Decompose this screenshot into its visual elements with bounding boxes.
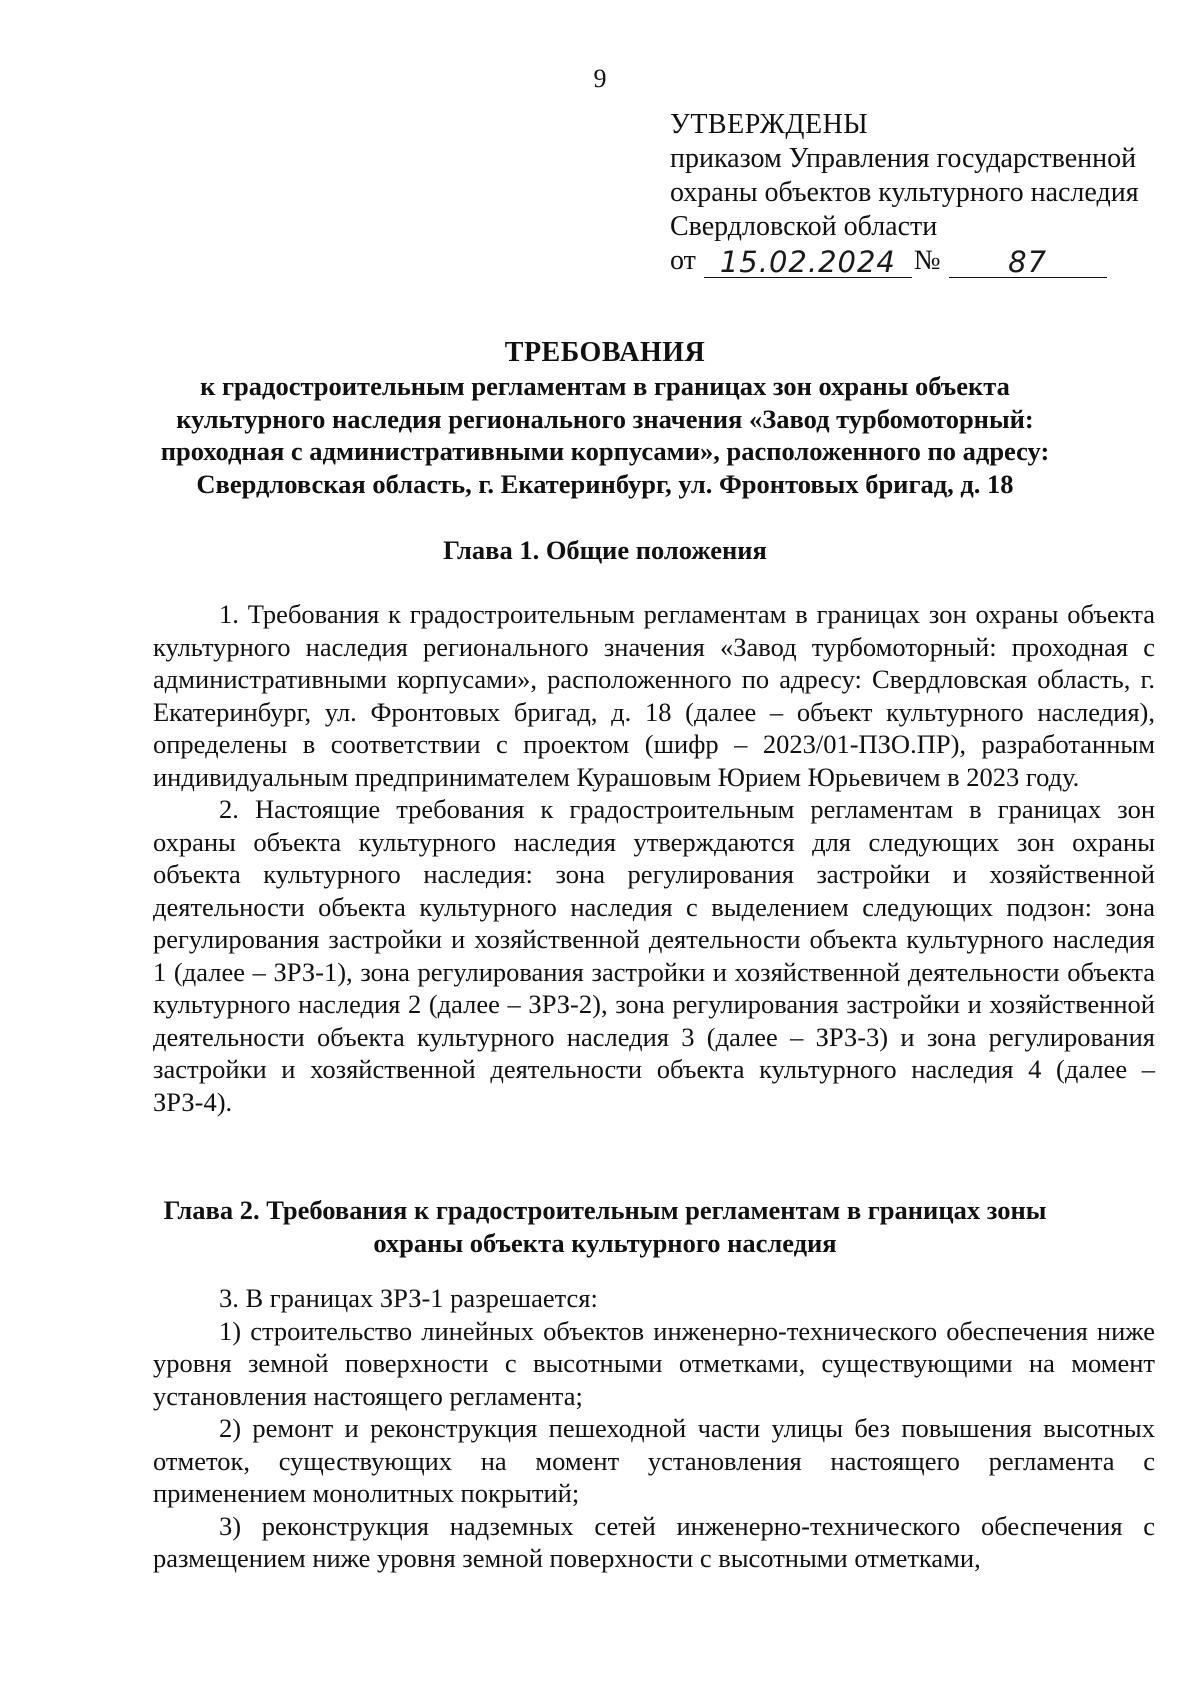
approval-line: охраны объектов культурного наследия: [670, 177, 1139, 208]
handwritten-date: 15.02.2024: [704, 247, 912, 278]
date-prefix: от: [670, 245, 696, 276]
paragraph: 2. Настоящие требования к градостроительным регламентам в границах зон охраны объекта культурного наследия утверждаются для следующих зон охраны объекта культурного наследия: зона регулирования застройки и хозяйственной деятельности объекта культурного наследия с выделением следующих подзон: зона регулирования застройки и хозяйственной деятельности объекта культурного наследия 1 (далее – ЗРЗ-1), зона регулирования застройки и хозяйственной деятельности объекта культурного наследия 2 (далее – ЗРЗ-2), зона регулирования застройки и хозяйственной деятельности объекта культурного наследия 3 (далее – ЗРЗ-3) и зона регулирования застройки и хозяйственной деятельности объекта культурного наследия 4 (далее – ЗРЗ-4).: [153, 794, 1155, 1117]
paragraph: 2) ремонт и реконструкция пешеходной части улицы без повышения высотных отметок, существующих на момент установления настоящего регламента с применением монолитных покрытий;: [153, 1413, 1155, 1508]
paragraph: 1) строительство линейных объектов инженерно-технического обеспечения ниже уровня земной поверхности с высотными отметками, существующими на момент установления настоящего регламента;: [153, 1315, 1155, 1411]
document-header: [150, 336, 1060, 500]
approval-title: УТВЕРЖДЕНЫ: [670, 109, 869, 140]
chapter-2-heading: Глава 2. Требования к градостроительным регламентам в границах зоны охраны объекта культурного наследия: [163, 1195, 1047, 1258]
approval-block: [670, 108, 1170, 278]
document-subtitle: к градостроительным регламентам в границах зон охраны объекта культурного наследия регионального значения «Завод турбомоторный: проходная с административными корпусами», расположенного по адресу: Свердловская область, г. Екатеринбург, ул. Фронтовых бригад, д. 18: [160, 371, 1050, 499]
chapter-1-body: [153, 598, 1155, 1118]
document-title: ТРЕБОВАНИЯ: [504, 337, 706, 368]
paragraph: 1. Требования к градостроительным регламентам в границах зон охраны объекта культурного наследия регионального значения «Завод турбомоторный: проходная с административными корпусами», расположенного по адресу: Свердловская область, г. Екатеринбург, ул. Фронтовых бригад, д. 18 (далее – объект культурного наследия), определены в соответствии с проектом (шифр – 2023/01-ПЗО.ПР), разработанным индивидуальным предпринимателем Курашовым Юрием Юрьевичем в 2023 году.: [153, 599, 1155, 792]
page-number: 9: [593, 64, 607, 93]
paragraph: 3) реконструкция надземных сетей инженерно-технического обеспечения с размещением ниже уровня земной поверхности с высотными отметками,: [153, 1510, 1155, 1573]
chapter-2-body: [153, 1282, 1155, 1575]
number-label: №: [913, 245, 941, 276]
handwritten-number: 87: [949, 247, 1107, 278]
paragraph: 3. В границах ЗРЗ-1 разрешается:: [219, 1283, 598, 1313]
approval-date-number-row: [670, 244, 1170, 278]
chapter-1-heading: Глава 1. Общие положения: [443, 535, 767, 565]
approval-line: Свердловской области: [670, 211, 938, 242]
approval-line: приказом Управления государственной: [670, 143, 1137, 174]
